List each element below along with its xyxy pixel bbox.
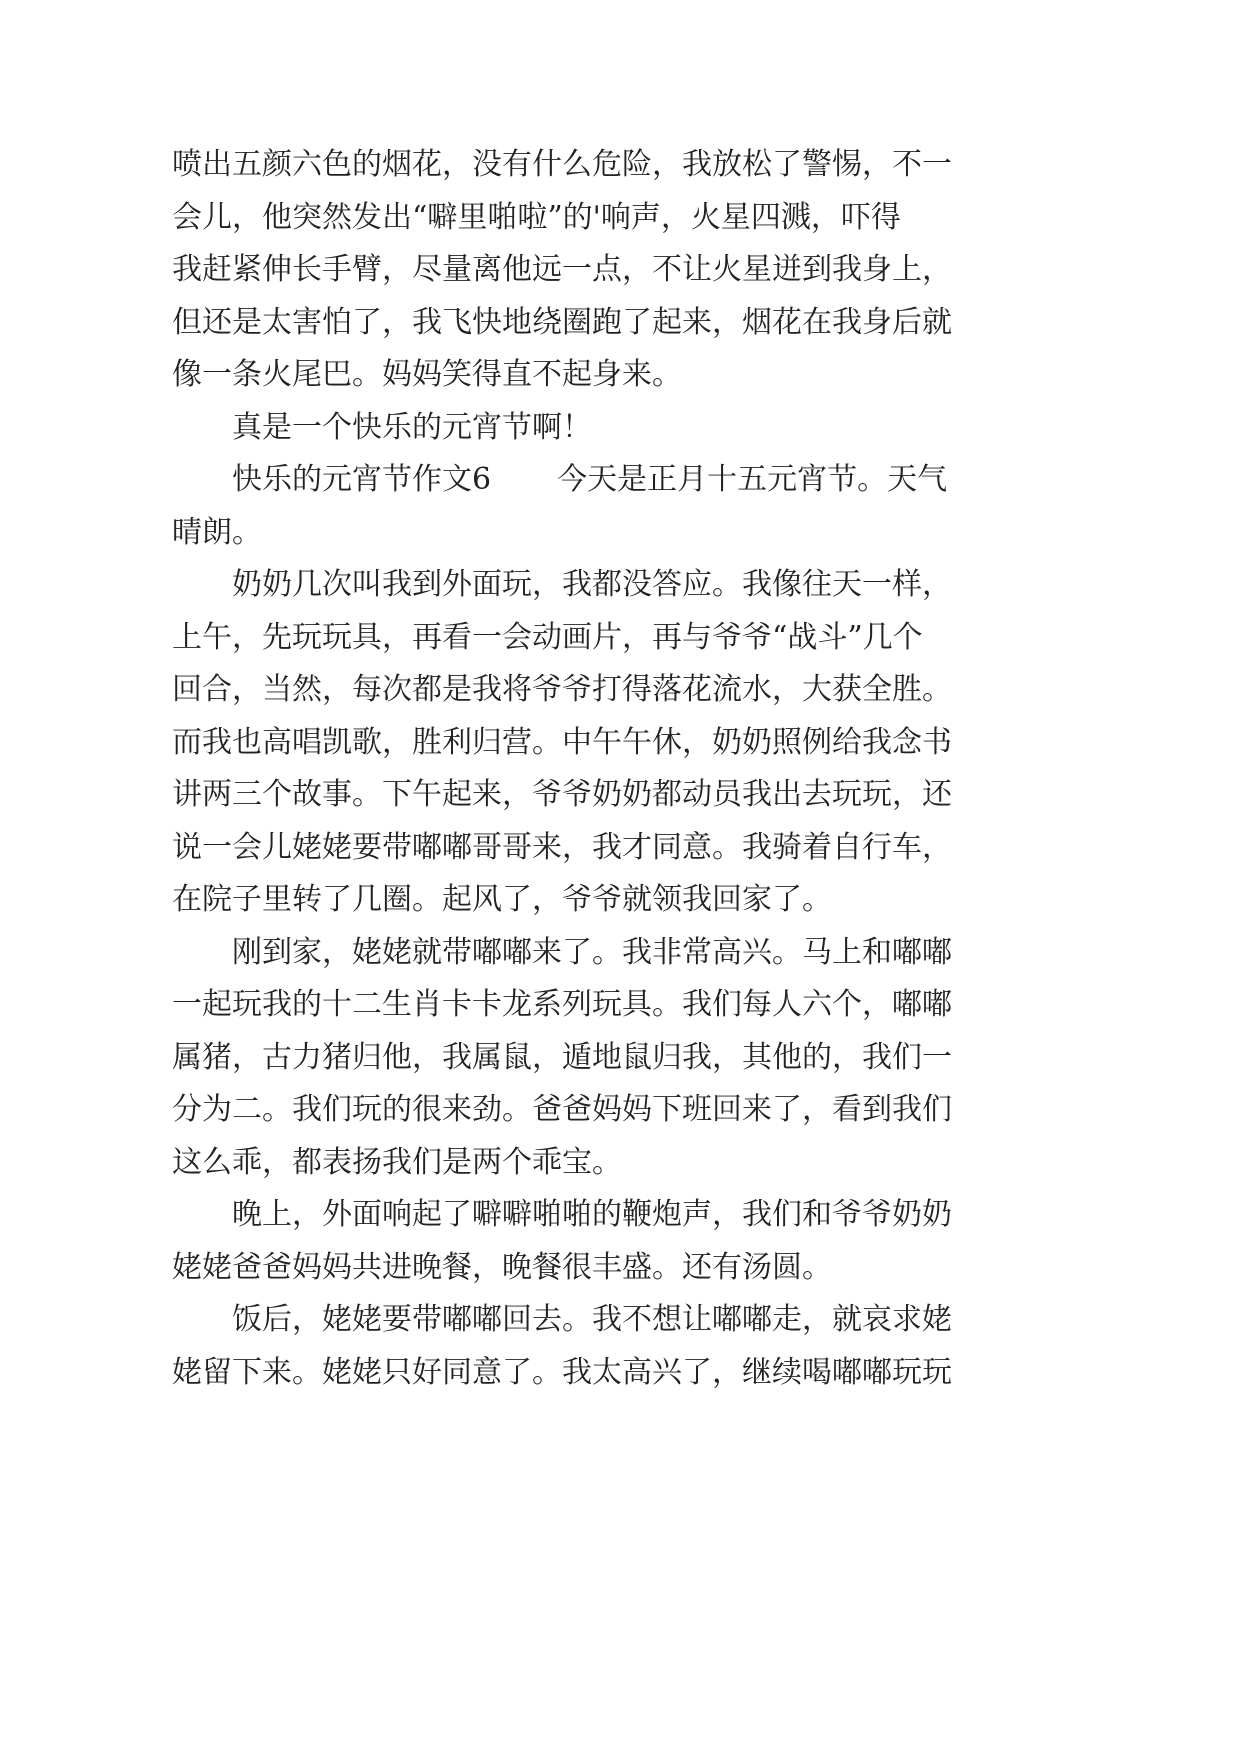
paragraph: [172, 559, 972, 927]
text-line: 讲两三个故事。下午起来，爷爷奶奶都动员我出去玩玩，还: [172, 777, 952, 812]
paragraph: [172, 454, 972, 559]
paragraph: [172, 1189, 972, 1294]
text-line: 姥留下来。姥姥只好同意了。我太高兴了，继续喝嘟嘟玩玩: [172, 1354, 952, 1390]
text-line: 在院子里转了几圈。起风了，爷爷就领我回家了。: [172, 882, 832, 917]
text-line: 晴朗。: [172, 514, 262, 550]
text-line: 会儿，他突然发出“噼里啪啦”的'响声，火星四溅，吓得: [172, 199, 901, 235]
text-line: 上午，先玩玩具，再看一会动画片，再与爷爷“战斗”几个: [172, 619, 923, 655]
text-line: 分为二。我们玩的很来劲。爸爸妈妈下班回来了，看到我们: [172, 1092, 952, 1127]
text-line: 刚到家，姥姥就带嘟嘟来了。我非常高兴。马上和嘟嘟: [232, 934, 952, 970]
paragraph: [172, 402, 972, 455]
document-body: [172, 139, 972, 1399]
text-line: 像一条火尾巴。妈妈笑得直不起身来。: [172, 357, 682, 392]
paragraph: [172, 139, 972, 402]
text-line: 而我也高唱凯歌，胜利归营。中午午休，奶奶照例给我念书: [172, 724, 952, 760]
text-line: 说一会儿姥姥要带嘟嘟哥哥来，我才同意。我骑着自行车，: [172, 829, 952, 865]
paragraph: [172, 927, 972, 1190]
essay-title: 快乐的元宵节作文6: [232, 462, 492, 497]
text-line: 姥姥爸爸妈妈共进晚餐，晚餐很丰盛。还有汤圆。: [172, 1249, 832, 1285]
text-line: 回合，当然，每次都是我将爷爷打得落花流水，大获全胜。: [172, 672, 952, 707]
text-line: 真是一个快乐的元宵节啊！: [232, 409, 592, 445]
text-line: 但还是太害怕了，我飞快地绕圈跑了起来，烟花在我身后就: [172, 304, 952, 340]
text-line: 这么乖，都表扬我们是两个乖宝。: [172, 1144, 622, 1180]
text-line: 属猪，古力猪归他，我属鼠，遁地鼠归我，其他的，我们一: [172, 1039, 952, 1075]
text-line: 我赶紧伸长手臂，尽量离他远一点，不让火星迸到我身上，: [172, 252, 952, 287]
text-line: 喷出五颜六色的烟花，没有什么危险，我放松了警惕，不一: [172, 147, 952, 182]
text-segment: 今天是正月十五元宵节。天气: [557, 462, 948, 497]
text-line: 奶奶几次叫我到外面玩，我都没答应。我像往天一样，: [232, 567, 952, 602]
paragraph: [172, 1294, 972, 1399]
text-line: 饭后，姥姥要带嘟嘟回去。我不想让嘟嘟走，就哀求姥: [232, 1302, 952, 1337]
text-line: [172, 454, 972, 507]
text-line: 晚上，外面响起了噼噼啪啪的鞭炮声，我们和爷爷奶奶: [232, 1197, 952, 1232]
text-line: 一起玩我的十二生肖卡卡龙系列玩具。我们每人六个，嘟嘟: [172, 987, 952, 1022]
